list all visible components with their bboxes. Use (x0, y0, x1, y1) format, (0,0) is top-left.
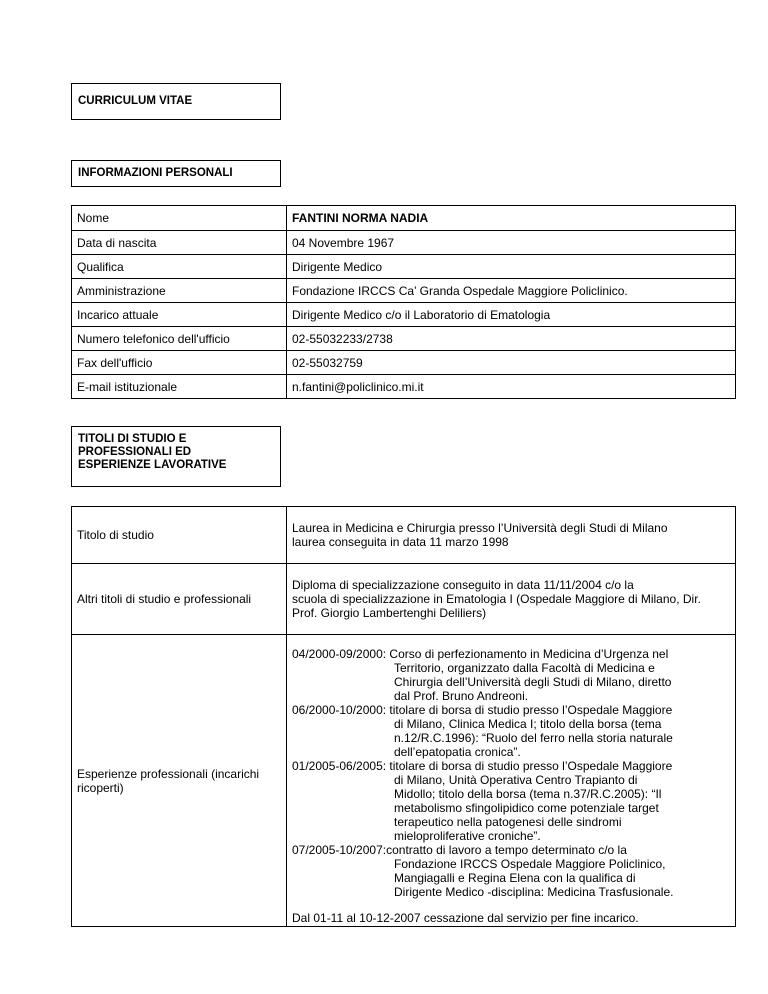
table-row (72, 375, 736, 399)
label-amministrazione: Amministrazione (72, 279, 287, 303)
altri-line: Prof. Giorgio Lambertenghi Deliliers) (292, 606, 487, 620)
table-row (72, 206, 736, 231)
studio-line: Laurea in Medicina e Chirurgia presso l’Università degli Studi di Milano (292, 521, 668, 535)
table-row (72, 635, 736, 927)
table-row (72, 303, 736, 327)
value-qualifica: Dirigente Medico (287, 255, 736, 279)
label-fax: Fax dell'ufficio (72, 351, 287, 375)
table-row (72, 564, 736, 635)
table-row (72, 507, 736, 564)
experience-line: Midollo; titolo della borsa (tema n.37/R.C.2005): “Il (394, 787, 662, 801)
value-esperienze (287, 635, 736, 927)
personal-info-table (71, 205, 736, 399)
label-telefono: Numero telefonico dell'ufficio (72, 327, 287, 351)
cv-title: CURRICULUM VITAE (78, 95, 193, 107)
experience-period: 06/2000-10/2000: (292, 703, 387, 717)
titles-heading-box (71, 426, 281, 487)
label-incarico: Incarico attuale (72, 303, 287, 327)
cv-title-box (71, 83, 281, 120)
experience-entry-first-line (292, 759, 730, 773)
value-data-nascita: 04 Novembre 1967 (287, 231, 736, 255)
experience-entry-first-line (292, 703, 730, 717)
esperienze-label-line: ricoperti) (77, 780, 124, 795)
experience-period: 07/2005-10/2007: (292, 843, 387, 857)
value-incarico: Dirigente Medico c/o il Laboratorio di Ematologia (287, 303, 736, 327)
experience-line: terapeutico nella patogenesi delle sindromi (394, 815, 622, 829)
label-qualifica: Qualifica (72, 255, 287, 279)
value-fax: 02-55032759 (287, 351, 736, 375)
experience-line: Mangiagalli e Regina Elena con la qualifica di (394, 871, 636, 885)
studio-line: laurea conseguita in data 11 marzo 1998 (292, 535, 509, 549)
experience-line: di Milano, Unità Operativa Centro Trapianto di (394, 773, 638, 787)
titles-heading-line: PROFESSIONALI ED (78, 446, 192, 458)
experience-line: Fondazione IRCCS Ospedale Maggiore Policlinico, (394, 857, 666, 871)
experience-line: dal Prof. Bruno Andreoni. (394, 689, 529, 703)
experience-period: 01/2005-06/2005: (292, 759, 387, 773)
altri-line: scuola di specializzazione in Ematologia I (Ospedale Maggiore di Milano, Dir. (292, 592, 701, 606)
titles-heading-line: ESPERIENZE LAVORATIVE (78, 459, 227, 471)
label-nome: Nome (72, 206, 287, 231)
experience-text: Corso di perfezionamento in Medicina d’Urgenza nel (386, 647, 669, 661)
value-nome: FANTINI NORMA NADIA (287, 206, 736, 231)
education-experience-table (71, 506, 736, 927)
value-email: n.fantini@policlinico.mi.it (287, 375, 736, 399)
experience-period: 04/2000-09/2000: (292, 647, 387, 661)
esperienze-label-line: Esperienze professionali (incarichi (77, 766, 260, 781)
experience-line: mieloproliferative croniche”. (394, 829, 541, 843)
value-amministrazione: Fondazione IRCCS Ca’ Granda Ospedale Maggiore Policlinico. (287, 279, 736, 303)
value-telefono: 02-55032233/2738 (287, 327, 736, 351)
label-altri-titoli: Altri titoli di studio e professionali (72, 564, 287, 635)
experience-final-note: Dal 01-11 al 10-12-2007 cessazione dal servizio per fine incarico. (292, 911, 639, 925)
table-row (72, 255, 736, 279)
experience-text: titolare di borsa di studio presso l’Ospedale Maggiore (386, 703, 673, 717)
experience-entry-first-line (292, 843, 730, 857)
personal-heading-box (71, 160, 281, 187)
experience-line: metabolismo sfingolipidico come potenziale target (394, 801, 659, 815)
experience-entry-first-line (292, 647, 730, 661)
titles-heading-line: TITOLI DI STUDIO E (78, 433, 187, 445)
table-row (72, 231, 736, 255)
value-titolo-studio (287, 507, 736, 564)
table-row (72, 279, 736, 303)
label-esperienze (72, 635, 287, 927)
label-email: E-mail istituzionale (72, 375, 287, 399)
experience-line: n.12/R.C.1996): “Ruolo del ferro nella storia naturale (394, 731, 673, 745)
table-row (72, 327, 736, 351)
personal-heading: INFORMAZIONI PERSONALI (78, 167, 233, 179)
table-row (72, 351, 736, 375)
experience-line: di Milano, Clinica Medica I; titolo della borsa (tema (394, 717, 662, 731)
experience-line: dell’epatopatia cronica”. (394, 745, 521, 759)
experience-line: Territorio, organizzato dalla Facoltà di Medicina e (394, 661, 655, 675)
experience-text: titolare di borsa di studio presso l’Ospedale Maggiore (386, 759, 673, 773)
experience-line: Chirurgia dell’Università degli Studi di Milano, diretto (394, 675, 672, 689)
label-data-nascita: Data di nascita (72, 231, 287, 255)
label-titolo-studio: Titolo di studio (72, 507, 287, 564)
experience-text: contratto di lavoro a tempo determinato c/o la (386, 843, 627, 857)
altri-line: Diploma di specializzazione conseguito in data 11/11/2004 c/o la (292, 578, 634, 592)
experience-line: Dirigente Medico -disciplina: Medicina Trasfusionale. (394, 885, 674, 899)
value-altri-titoli (287, 564, 736, 635)
